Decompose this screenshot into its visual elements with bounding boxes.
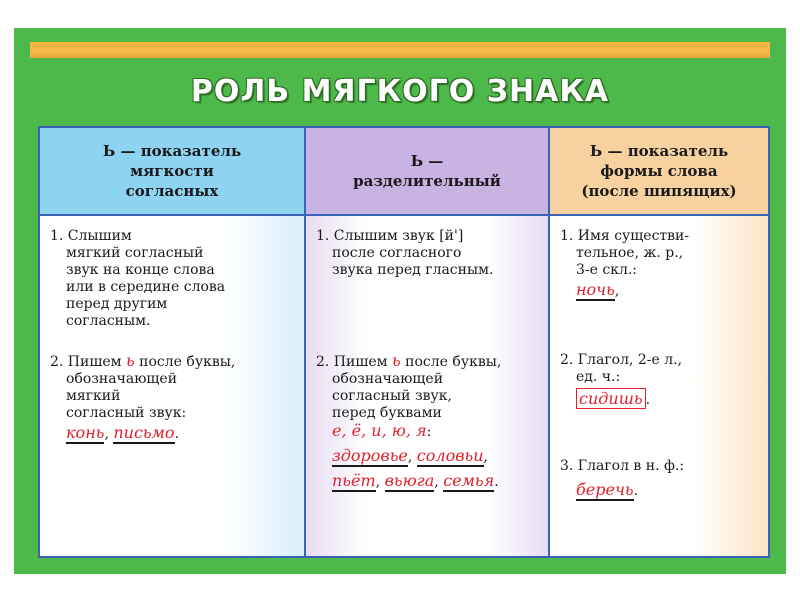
column-body	[550, 216, 768, 556]
example-word: конь	[66, 423, 105, 442]
rule-item: 1. Слышим мягкий согласный звук на конце слова или в середине слова перед другим согласным.	[50, 228, 226, 329]
rule-item: 3. Глагол в н. ф.: беречь.	[560, 458, 685, 499]
example-word: вьюга	[384, 471, 435, 490]
column-header: Ь — разделительный	[306, 128, 548, 216]
rule-item: 2. Пишем ь после буквы, обозначающей мягкий согласный звук: конь, письмо.	[50, 351, 236, 442]
soft-sign-letter: ь	[392, 351, 401, 370]
orange-stripe	[30, 42, 770, 58]
example-word: здоровье	[332, 446, 408, 465]
example-word: семья	[443, 471, 495, 490]
example-word: письмо	[113, 423, 175, 442]
rule-item: 1. Имя существи- тельное, ж. р., 3-е скл.: ночь,	[560, 228, 690, 299]
column-softness	[40, 128, 306, 556]
example-word: ночь	[576, 280, 615, 299]
column-form	[550, 128, 768, 556]
column-body	[306, 216, 548, 556]
poster	[14, 28, 786, 574]
column-body	[40, 216, 304, 556]
page-title: РОЛЬ МЯГКОГО ЗНАКА	[190, 74, 610, 109]
rule-item: 2. Пишем ь после буквы, обозначающей согласный звук, перед буквами е, ё, и, ю, я: здоровье, соловьи, пьёт, вьюга, семья.	[316, 351, 502, 490]
column-header: Ь — показатель мягкости согласных	[40, 128, 304, 216]
example-word: сидишь	[576, 388, 646, 409]
example-word: беречь	[576, 480, 634, 499]
rule-item: 2. Глагол, 2-е л., ед. ч.: сидишь .	[560, 352, 683, 408]
vowel-letters: е, ё, и, ю, я	[332, 421, 427, 440]
column-separating	[306, 128, 550, 556]
rule-item: 1. Слышим звук [й'] после согласного звука перед гласным.	[316, 228, 494, 278]
column-header: Ь — показатель формы слова (после шипящих)	[550, 128, 768, 216]
example-word: соловьи	[416, 446, 484, 465]
soft-sign-letter: ь	[126, 351, 135, 370]
example-word: пьёт	[332, 471, 376, 490]
rules-table	[38, 126, 770, 558]
